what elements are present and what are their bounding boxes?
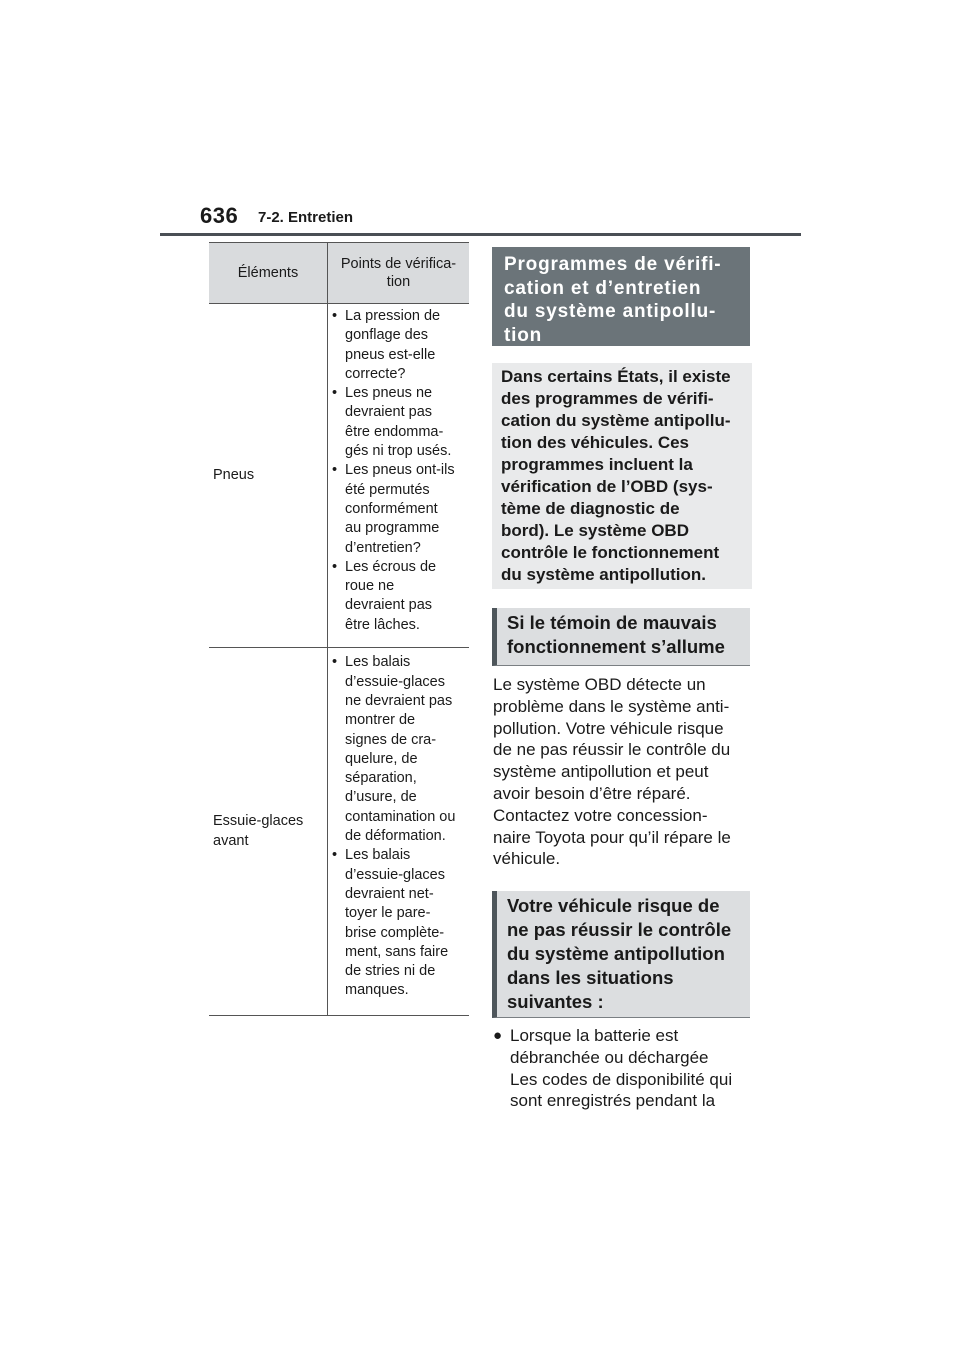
check-point-line: devraient pas bbox=[345, 404, 433, 421]
column-header-items: Éléments bbox=[209, 243, 328, 304]
text-line: avoir besoin d’être réparé. bbox=[493, 783, 691, 803]
check-point-line: Les balais bbox=[345, 654, 411, 671]
malfunction-body bbox=[493, 674, 755, 870]
check-point-line: Les pneus ne bbox=[345, 385, 433, 402]
check-point-item bbox=[328, 384, 465, 461]
text-line: ne pas réussir le contrôle bbox=[507, 919, 732, 940]
text-line: pollution. Votre véhicule risque bbox=[493, 718, 724, 738]
check-point-item bbox=[328, 846, 465, 1000]
text-line: système antipollution et peut bbox=[493, 762, 709, 782]
bullet-icon: • bbox=[332, 558, 338, 575]
item-wipers-line: Essuie-glaces bbox=[213, 813, 304, 830]
check-point-line: au programme bbox=[345, 520, 440, 537]
text-line: du système antipollu- bbox=[504, 301, 717, 322]
check-point-line: ment, sans faire bbox=[345, 943, 449, 960]
check-point-line: être endomma- bbox=[345, 423, 444, 440]
check-point-line: correcte? bbox=[345, 365, 406, 382]
check-point-line: brise complète- bbox=[345, 924, 445, 941]
check-point-line: contamination ou bbox=[345, 808, 456, 825]
column-header-points-line: Points de vérifica- bbox=[340, 256, 457, 272]
text-line: suivantes : bbox=[507, 991, 604, 1012]
check-point-line: d’essuie-glaces bbox=[345, 866, 445, 883]
check-point-line: d’essuie-glaces bbox=[345, 673, 445, 690]
check-point-item bbox=[328, 461, 465, 557]
check-point-line: gonflage des bbox=[345, 327, 429, 344]
check-point-line: toyer le pare- bbox=[345, 905, 431, 922]
check-point-line: gés ni trop usés. bbox=[345, 443, 452, 460]
text-line: cation et d’entretien bbox=[504, 277, 702, 299]
check-point-line: montrer de bbox=[345, 712, 416, 729]
item-wipers bbox=[209, 648, 328, 1016]
text-line: Votre véhicule risque de bbox=[507, 895, 720, 916]
text-line: naire Toyota pour qu’il répare le bbox=[493, 827, 731, 847]
text-line: débranchée ou déchargée bbox=[510, 1047, 709, 1067]
text-line: sont enregistrés pendant la bbox=[510, 1091, 716, 1111]
check-point-line: de déformation. bbox=[345, 828, 446, 845]
text-line: bord). Le système OBD bbox=[501, 521, 689, 540]
points-wipers bbox=[328, 648, 470, 1016]
bullet-dot-icon: ● bbox=[493, 1027, 503, 1044]
bullet-icon: • bbox=[332, 462, 338, 479]
text-line: tion bbox=[504, 324, 543, 346]
check-point-line: d’usure, de bbox=[345, 789, 417, 806]
malfunction-heading bbox=[492, 608, 750, 666]
check-point-line: pneus est-elle bbox=[345, 346, 436, 363]
check-point-line: de stries ni de bbox=[345, 963, 436, 980]
column-header-points-line: tion bbox=[386, 274, 411, 290]
text-line: du système antipollution bbox=[507, 943, 725, 964]
inspection-table bbox=[209, 242, 469, 1016]
check-point-line: Les écrous de bbox=[345, 558, 437, 575]
check-point-line: ne devraient pas bbox=[345, 692, 453, 709]
text-line: Programmes de vérifi- bbox=[504, 254, 722, 275]
item-wipers-line: avant bbox=[213, 832, 249, 849]
text-line: Les codes de disponibilité qui bbox=[510, 1069, 733, 1089]
fail-conditions-heading bbox=[492, 891, 750, 1018]
table-header-row bbox=[209, 243, 469, 304]
check-point-line: conformément bbox=[345, 500, 438, 517]
check-point-line: La pression de bbox=[345, 308, 441, 324]
text-line: Contactez votre concession- bbox=[493, 805, 708, 825]
check-point-item bbox=[328, 307, 465, 384]
check-point-line: séparation, bbox=[345, 770, 417, 787]
check-point-line: quelure, de bbox=[345, 750, 418, 767]
table-row-wipers bbox=[209, 648, 469, 1016]
text-line: de ne pas réussir le contrôle du bbox=[493, 740, 731, 760]
points-tyres bbox=[328, 304, 470, 648]
check-point-line: manques. bbox=[345, 982, 409, 999]
bullet-icon: • bbox=[332, 308, 338, 324]
text-line: vérification de l’OBD (sys- bbox=[501, 477, 713, 496]
column-header-points bbox=[328, 243, 470, 304]
text-line: du système antipollution. bbox=[501, 565, 706, 584]
text-line: fonctionnement s’allume bbox=[507, 636, 725, 657]
text-line: programmes incluent la bbox=[501, 455, 693, 474]
fail-condition-text bbox=[510, 1025, 732, 1112]
programs-heading bbox=[492, 247, 750, 346]
text-line: cation du système antipollu- bbox=[501, 411, 731, 430]
text-line: Dans certains États, il existe bbox=[501, 367, 731, 386]
page-number: 636 bbox=[200, 203, 239, 228]
bullet-icon: • bbox=[332, 847, 338, 864]
bullet-icon: • bbox=[332, 654, 338, 671]
check-point-line: Les balais bbox=[345, 847, 411, 864]
check-point-line: Les pneus ont-ils bbox=[345, 462, 455, 479]
text-line: problème dans le système anti- bbox=[493, 696, 730, 716]
text-line: dans les situations bbox=[507, 967, 674, 988]
check-point-line: roue ne bbox=[345, 578, 395, 595]
check-point-item bbox=[328, 558, 465, 635]
check-point-line: signes de cra- bbox=[345, 731, 437, 748]
text-line: tion des véhicules. Ces bbox=[501, 433, 690, 452]
text-line: contrôle le fonctionnement bbox=[501, 543, 720, 562]
intro-box bbox=[492, 363, 752, 589]
bullet-icon: • bbox=[332, 385, 338, 402]
check-point-line: devraient net- bbox=[345, 885, 434, 902]
header-divider bbox=[160, 233, 801, 236]
text-line: Lorsque la batterie est bbox=[510, 1026, 679, 1045]
text-line: Si le témoin de mauvais bbox=[507, 612, 717, 633]
check-point-line: être lâches. bbox=[345, 616, 420, 633]
text-line: véhicule. bbox=[493, 849, 561, 869]
table-row-tyres bbox=[209, 304, 469, 648]
text-line: tème de diagnostic de bbox=[501, 499, 680, 518]
tyre-check-list bbox=[328, 307, 465, 635]
text-line: des programmes de vérifi- bbox=[501, 389, 714, 408]
item-tyres: Pneus bbox=[209, 304, 328, 648]
check-point-line: été permutés bbox=[345, 481, 430, 498]
check-point-item bbox=[328, 653, 465, 846]
check-point-line: devraient pas bbox=[345, 597, 433, 614]
text-line: Le système OBD détecte un bbox=[493, 675, 706, 694]
section-title: 7-2. Entretien bbox=[258, 209, 354, 226]
check-point-line: d’entretien? bbox=[345, 539, 421, 556]
wiper-check-list bbox=[328, 653, 465, 1000]
